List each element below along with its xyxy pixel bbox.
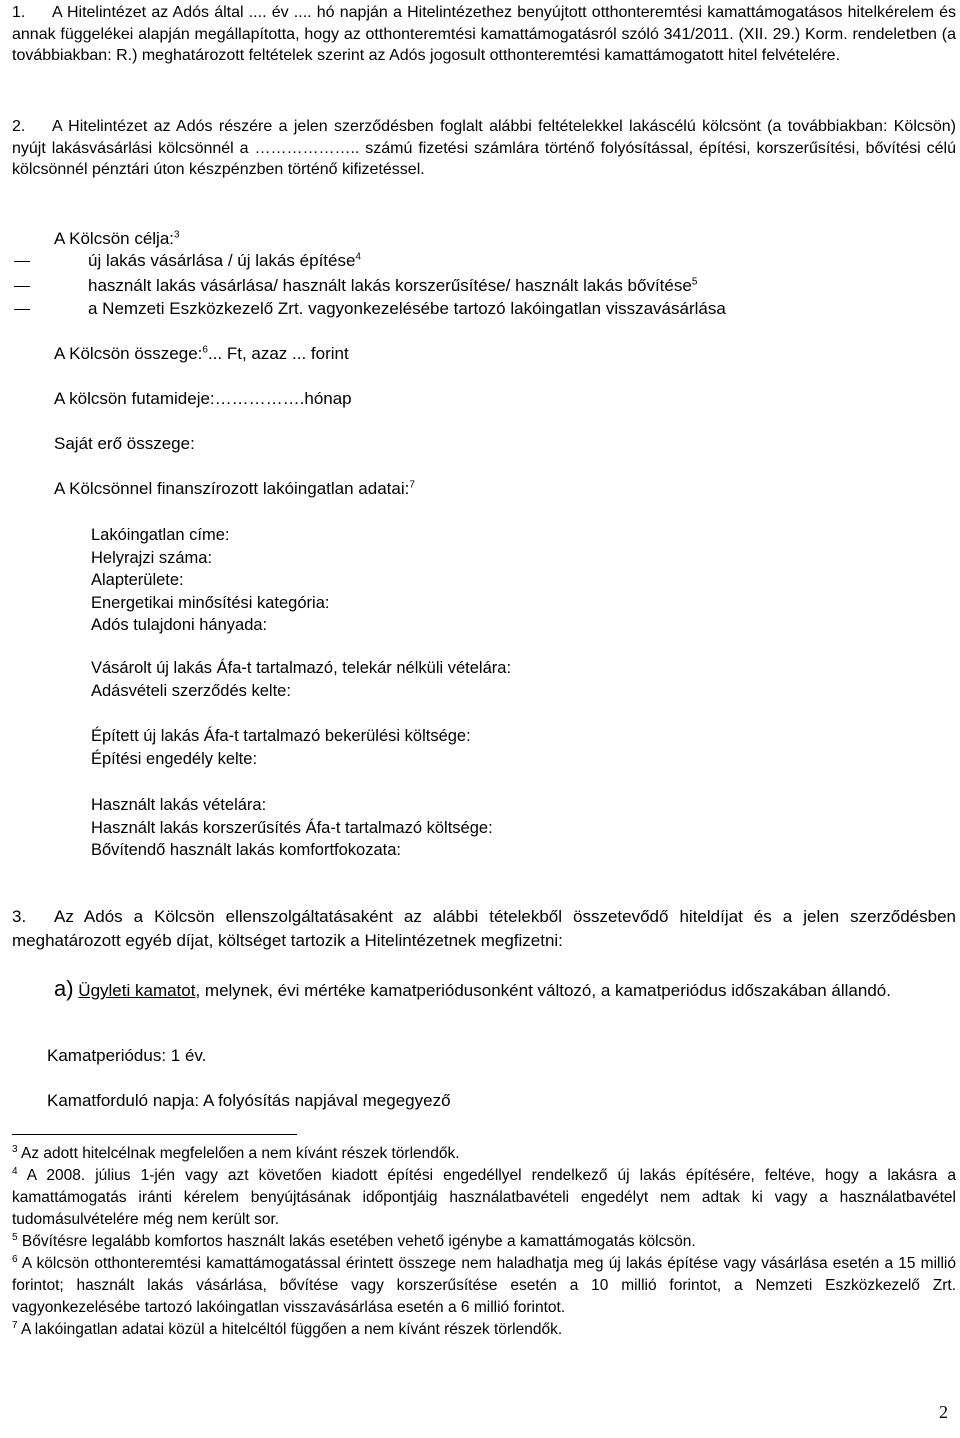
dash-bullet bbox=[14, 261, 30, 262]
page-number: 2 bbox=[939, 1402, 948, 1422]
section-3 bbox=[12, 905, 956, 952]
field-label: Bővítendő használt lakás komfortfokozata: bbox=[91, 841, 402, 859]
field-label: Adós tulajdoni hányada: bbox=[91, 616, 268, 634]
property-fields-group-3 bbox=[91, 725, 471, 770]
footnote: $^3$ Az adott hitelcélnak megfelelően a nem kívánt részek törlendők. bbox=[12, 1143, 460, 1162]
loan-amount: A Kölcsön összege:$^6$... Ft, azaz ... forint bbox=[54, 344, 349, 363]
field-label: Adásvételi szerződés kelte: bbox=[91, 681, 291, 700]
property-fields-group-1 bbox=[91, 524, 329, 637]
dash-bullet bbox=[14, 286, 30, 287]
section-number: 3. bbox=[12, 907, 27, 926]
section-1-text: A Hitelintézet az Adós által .... év .... hó napján a Hitelintézethez benyújtott otthonteremtési kamattámogatásos hitelkérelem és annak függelékei alapján megállapította, hogy az otthonteremtési kamattámogatásról szóló 341/2011. (XII. 29.) Korm. rendeletben (a továbbiakban: R.) meghatározott feltételek szerint az Adós jogosult otthonteremtési kamattámogatott hitel felvételére. bbox=[12, 4, 956, 64]
footnote-separator bbox=[12, 1134, 297, 1135]
field-label: Építési engedély kelte: bbox=[91, 749, 258, 768]
footnote: $^7$ A lakóingatlan adatai közül a hitelcéltól függően a nem kívánt részek törlendők. bbox=[12, 1319, 563, 1338]
section-2-text: A Hitelintézet az Adós részére a jelen szerződésben foglalt alábbi feltételekkel lakáscélú kölcsönt (a továbbiakban: Kölcsön) nyújt lakásvásárlási kölcsönnél a ……………….. számú fizetési számlára történő folyósítással, építési, korszerűsítési, bővítési célú kölcsönnél pénztári úton készpénzben történő kifizetéssel. bbox=[12, 118, 956, 178]
loan-term: A kölcsön futamideje:…………….hónap bbox=[54, 389, 352, 408]
footnote: $^5$ Bővítésre legalább komfortos használt lakás esetében vehető igénybe a kamattámogatás kölcsön. bbox=[12, 1231, 696, 1250]
footnote: $^6$ A kölcsön otthonteremtési kamattámogatással érintett összege nem haladhatja meg új lakás építése vagy vásárlása esetén a 15 millió forintot; használt lakás vásárlása, bővítése vagy korszerűsítése esetén a 10 millió forintot, a Nemzeti Eszközkezelő Zrt. vagyonkezelésébe tartozó lakóingatlan visszavásárlása esetén a 6 millió forintot. bbox=[12, 1253, 956, 1316]
section-number: 1. bbox=[12, 4, 26, 21]
section-2 bbox=[12, 116, 956, 181]
loan-purpose-option: új lakás vásárlása / új lakás építése$^4$ bbox=[12, 251, 361, 271]
loan-purpose-label: A Kölcsön célja:$^3$ bbox=[54, 229, 180, 248]
dash-bullet bbox=[14, 309, 30, 310]
footnotes bbox=[12, 1143, 956, 1341]
field-label: Lakóingatlan címe: bbox=[91, 526, 230, 544]
loan-purpose-option: a Nemzeti Eszközkezelő Zrt. vagyonkezelésébe tartozó lakóingatlan visszavásárlása bbox=[12, 299, 726, 319]
section-number: 2. bbox=[12, 118, 26, 135]
item-letter: a) bbox=[54, 976, 74, 1001]
item-a-title: Ügyleti kamatot bbox=[78, 981, 196, 1000]
field-label: Helyrajzi száma: bbox=[91, 548, 213, 567]
own-funds: Saját erő összege: bbox=[54, 434, 195, 453]
field-label: Használt lakás korszerűsítés Áfa-t tartalmazó költsége: bbox=[91, 818, 493, 837]
field-label: Alapterülete: bbox=[91, 571, 184, 589]
field-label: Használt lakás vételára: bbox=[91, 796, 267, 814]
property-fields-group-2 bbox=[91, 657, 511, 702]
property-data-label: A Kölcsönnel finanszírozott lakóingatlan adatai:$^7$ bbox=[54, 479, 415, 498]
footnote: $^4$ A 2008. július 1-jén vagy azt követően kiadott építési engedéllyel rendelkező új lakás építésére, feltéve, hogy a lakásra a kamattámogatás iránti kérelem benyújtásának időpontjáig használatbavételi engedélyt nem adtak ki vagy a használatbavétel tudomásulvételére még nem került sor. bbox=[12, 1165, 956, 1228]
field-label: Energetikai minősítési kategória: bbox=[91, 593, 330, 612]
section-1 bbox=[12, 2, 956, 67]
field-label: Vásárolt új lakás Áfa-t tartalmazó, telekár nélküli vételára: bbox=[91, 659, 512, 677]
loan-purpose-option: használt lakás vásárlása/ használt lakás korszerűsítése/ használt lakás bővítése$^5$ bbox=[12, 276, 697, 296]
item-a: a) Ügyleti kamatot, melynek, évi mértéke kamatperiódusonként változó, a kamatperiódus időszakában állandó. bbox=[54, 976, 891, 1001]
property-fields-group-4 bbox=[91, 794, 493, 862]
field-label: Épített új lakás Áfa-t tartalmazó bekerülési költsége: bbox=[91, 727, 471, 745]
interest-period: Kamatperiódus: 1 év. bbox=[47, 1046, 207, 1065]
section-3-text: Az Adós a Kölcsön ellenszolgáltatásaként az alábbi tételekből összetevődő hiteldíjat és a jelen szerződésben meghatározott egyéb díjat, költséget tartozik a Hitelintézetnek megfizetni: bbox=[12, 907, 956, 950]
interest-turn-date: Kamatforduló napja: A folyósítás napjával megegyező bbox=[47, 1091, 451, 1110]
